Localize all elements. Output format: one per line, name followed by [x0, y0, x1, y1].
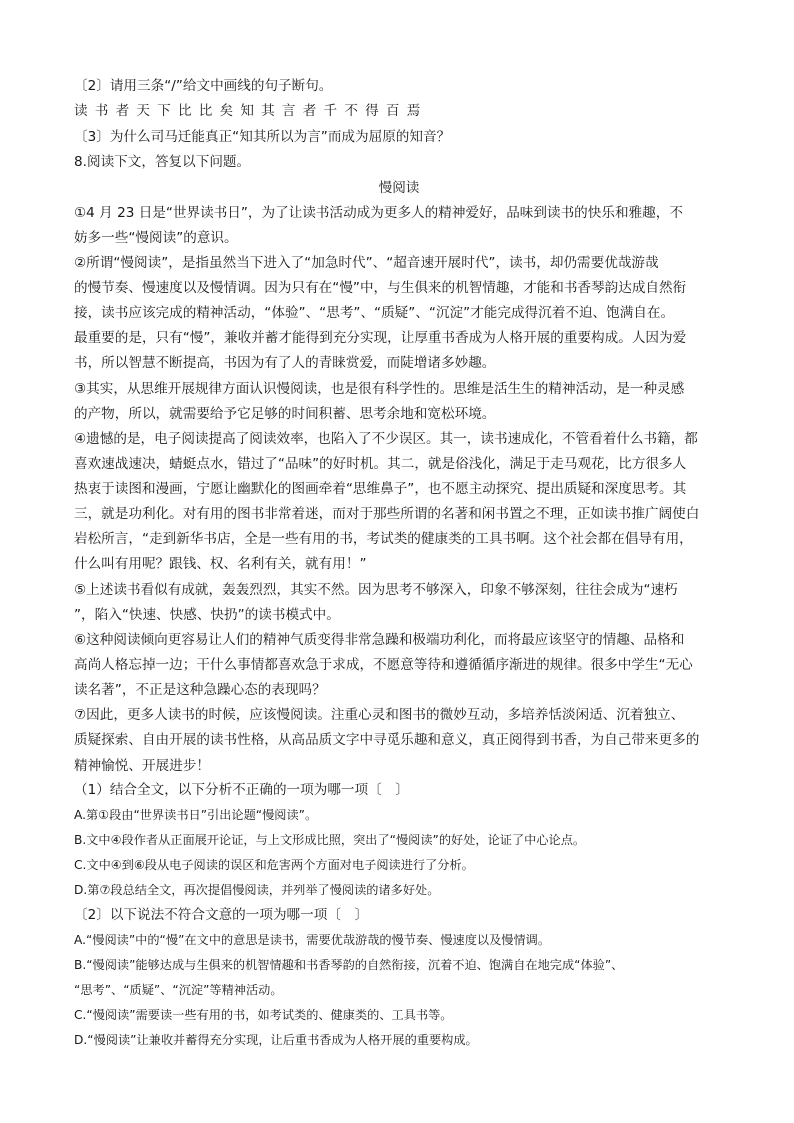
- q2-option-b: B.“慢阅读”能够达成与生俱来的机智情趣和书香琴韵的自然衔接，沉着不迫、饱满自在地完成“体验”、: [74, 958, 624, 972]
- paragraph-line: 读名著”，不正是这种急躁心态的表现吗？: [74, 682, 326, 698]
- paragraph-line: 最重要的是，只有“慢”，兼收并蓄才能得到充分实现，让厚重书香成为人格开展的重要构成。人因为爱: [74, 330, 687, 346]
- question-2-stem: 〔2〕以下说法不符合文意的一项为哪一项〔 〕: [74, 907, 369, 923]
- article-title: 慢阅读: [378, 180, 420, 196]
- q2-option-c: C.“慢阅读”需要读一些有用的书，如考试类的、健康类的、工具书等。: [74, 1008, 453, 1022]
- paragraph-line: ”，陷入“快速、快感、快扔”的读书模式中。: [74, 607, 340, 623]
- question-2-line: 〔2〕请用三条“/”给文中画线的句子断句。: [74, 78, 333, 94]
- q2-option-b-continued: “思考”、“质疑”、“沉淀”等精神活动。: [74, 983, 283, 997]
- section-8-heading: 8.阅读下文，答复以下问题。: [74, 154, 251, 170]
- paragraph-line: ④遗憾的是，电子阅读提高了阅读效率，也陷入了不少误区。其一，读书速成化，不管看着什么书籍，都: [74, 431, 698, 447]
- paragraph-line: ③其实，从思维开展规律方面认识慢阅读，也是很有科学性的。思维是活生生的精神活动，是一种灵感: [74, 381, 685, 397]
- paragraph-line: 高尚人格忘掉一边；干什么事情都喜欢急于求成，不愿意等待和遵循循序渐进的规律。很多中学生“无心: [74, 657, 693, 673]
- question-3-line: 〔3〕为什么司马迁能真正“知其所以为言”而成为屈原的知音？: [74, 129, 451, 145]
- paragraph-line: 喜欢速战速决，蜻蜓点水，错过了“品味”的好时机。其二，就是俗浅化，满足于走马观花，比方很多人: [74, 456, 687, 472]
- paragraph-line: 的慢节奏、慢速度以及慢情调。因为只有在“慢”中，与生俱来的机智情趣，才能和书香琴韵达成自然衔: [74, 280, 687, 296]
- q1-option-b: B.文中④段作者从正面展开论证，与上文形成比照，突出了“慢阅读”的好处，论证了中心论点。: [74, 833, 586, 847]
- paragraph-line: 什么叫有用呢？跟钱、权、名利有关，就有用！”: [74, 556, 367, 572]
- paragraph-line: 岩松所言，“走到新华书店，全是一些有用的书，考试类的健康类的工具书啊。这个社会都在倡导有用，: [74, 531, 693, 547]
- paragraph-line: 书，所以智慧不断提高，书因为有了人的青睐赏爱，而陡增诸多妙趣。: [74, 355, 496, 371]
- paragraph-line: 接，读书应该完成的精神活动，“体验”、“思考”、“质疑”、“沉淀”才能完成得沉着不迫、饱满自在。: [74, 305, 675, 321]
- paragraph-line: 质疑探索、自由开展的读书性格，从高品质文字中寻觅乐趣和意义，真正阅得到书香，为自己带来更多的: [74, 732, 700, 748]
- paragraph-line: 妨多一些“慢阅读”的意识。: [74, 230, 238, 246]
- paragraph-line: 热衷于读图和漫画，宁愿让幽默化的图画牵着“思维鼻子”，也不愿主动探究、提出质疑和深度思考。其: [74, 481, 687, 497]
- sentence-to-punctuate: 读书者天下比比矣知其言者千不得百焉: [74, 103, 428, 119]
- q1-option-a: A.第①段由“世界读书日”引出论题“慢阅读”。: [74, 808, 318, 822]
- paragraph-line: ⑤上述读书看似有成就，轰轰烈烈，其实不然。因为思考不够深入，印象不够深刻，往往会成为“速朽: [74, 582, 678, 598]
- paragraph-line: ⑦因此，更多人读书的时候，应该慢阅读。注重心灵和图书的微妙互动，多培养恬淡闲适、沉着独立、: [74, 707, 685, 723]
- paragraph-line: ⑥这种阅读倾向更容易让人们的精神气质变得非常急躁和极端功利化，而将最应该坚守的情趣、品格和: [74, 632, 685, 648]
- q2-option-a: A.“慢阅读”中的“慢”在文中的意思是读书，需要优哉游哉的慢节奏、慢速度以及慢情调。: [74, 933, 551, 947]
- paragraph-line: 三，就是功利化。对有用的图书非常着迷，而对于那些所谓的名著和闲书置之不理，正如读书推广阔使白: [74, 506, 700, 522]
- paragraph-line: 精神愉悦、开展进步！: [74, 758, 210, 774]
- paragraph-line: 的产物，所以，就需要给予它足够的时间积蓄、思考余地和宽松环境。: [74, 406, 496, 422]
- q1-option-c: C.文中④到⑥段从电子阅读的误区和危害两个方面对电子阅读进行了分析。: [74, 858, 474, 872]
- q1-option-d: D.第⑦段总结全文，再次提倡慢阅读，并列举了慢阅读的诸多好处。: [74, 883, 440, 897]
- paragraph-line: ②所谓“慢阅读”，是指虽然当下进入了“加急时代”、“超音速开展时代”，读书，却仍需要优哉游哉: [74, 255, 659, 271]
- question-1-stem: （1）结合全文，以下分析不正确的一项为哪一项〔 〕: [74, 782, 409, 798]
- paragraph-line: ①4 月 23 日是“世界读书日”，为了让读书活动成为更多人的精神爱好，品味到读书的快乐和雅趣，不: [74, 205, 683, 221]
- q2-option-d: D.“慢阅读”让兼收并蓄得充分实现，让后重书香成为人格开展的重要构成。: [74, 1033, 478, 1047]
